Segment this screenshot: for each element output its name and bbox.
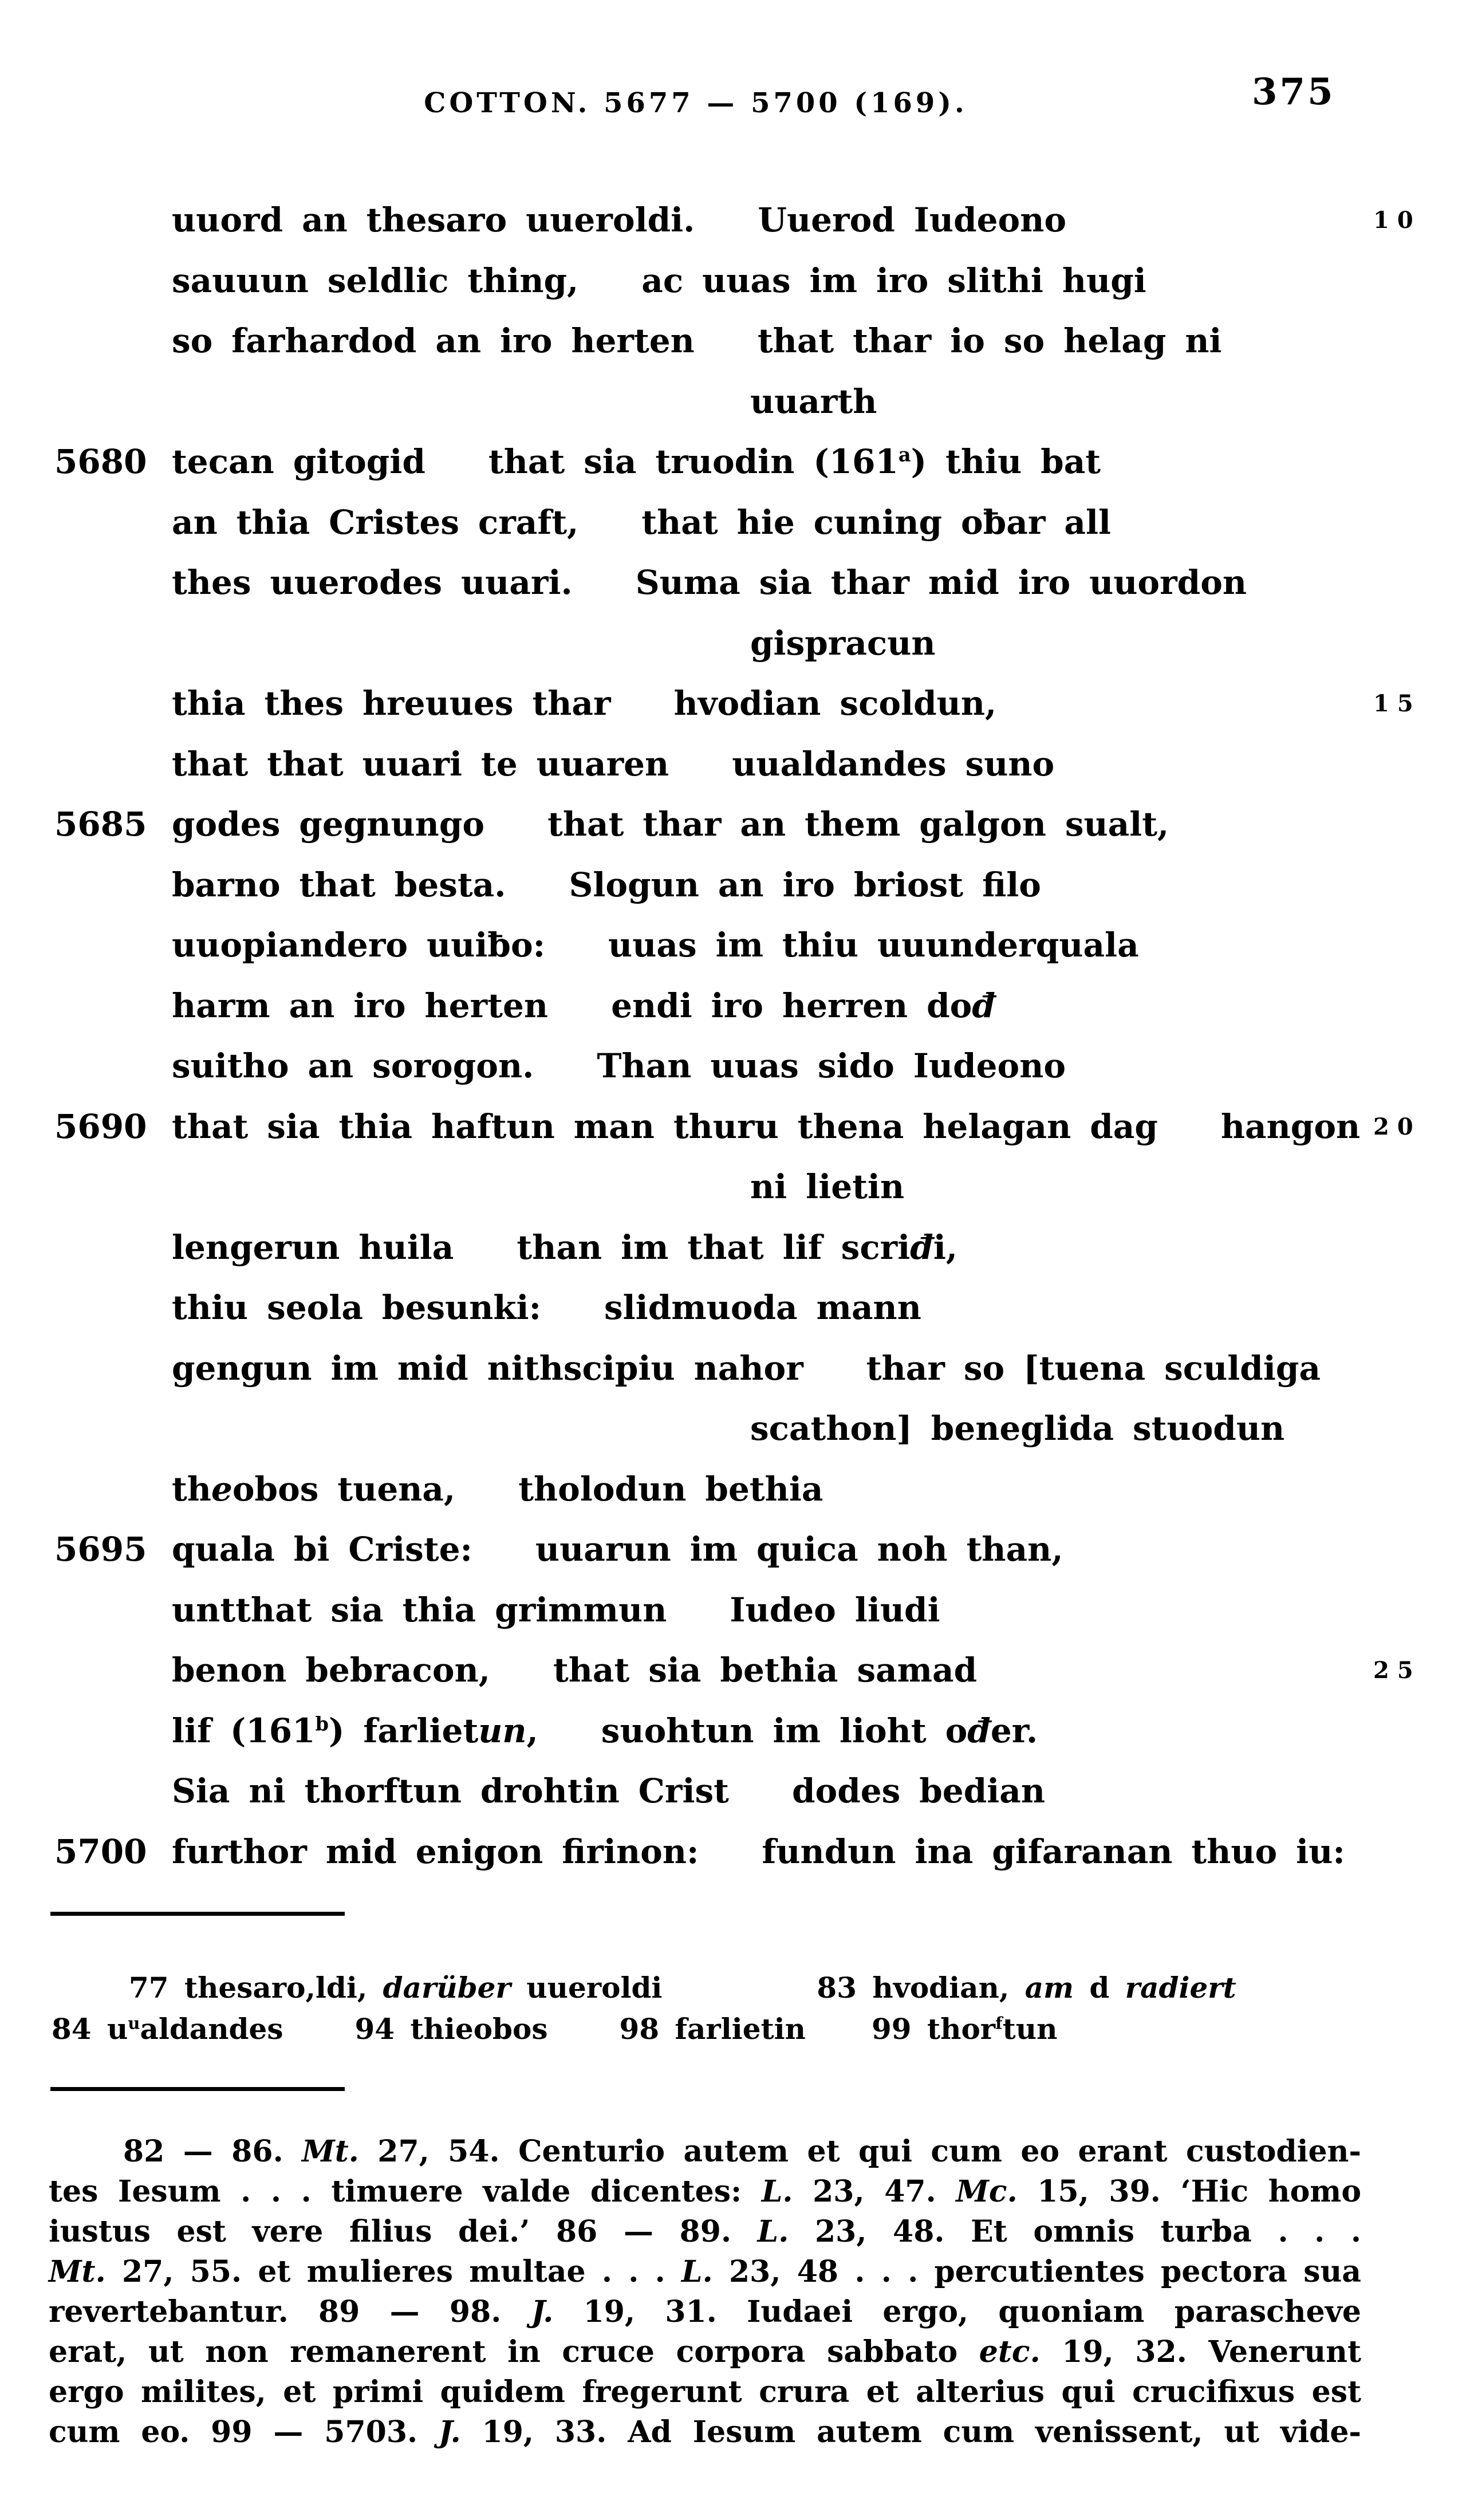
verse-line bbox=[0, 794, 1466, 855]
italic-text: L. bbox=[681, 2254, 713, 2289]
verse-text bbox=[750, 1399, 1284, 1459]
verse-line bbox=[0, 1580, 1466, 1641]
text-run: hvodian scoldun, bbox=[673, 684, 997, 723]
text-run: thar so [tuena sculdiga bbox=[866, 1348, 1321, 1388]
text-run: 98 farlietin bbox=[619, 2012, 806, 2046]
verse-line bbox=[0, 1036, 1466, 1097]
text-run: tes Iesum . . . timuere valde dicentes: bbox=[49, 2174, 762, 2209]
verse-text bbox=[750, 372, 877, 432]
text-run: 77 thesaro,ldi, bbox=[129, 1971, 383, 2005]
italic-text: đ bbox=[972, 986, 995, 1025]
text-run: erat, ut non remanerent in cruce corpora sabbato bbox=[49, 2334, 979, 2369]
text-run: lif (161 bbox=[172, 1711, 316, 1750]
italic-text: đ bbox=[967, 1711, 991, 1750]
verse-line bbox=[0, 734, 1466, 795]
text-run: uuarth bbox=[750, 381, 877, 421]
fitte-margin-number: 15 bbox=[1373, 690, 1421, 717]
text-run: 23, 48 . . . percutientes pectora sua bbox=[712, 2254, 1361, 2289]
text-run: iustus est vere filius dei.’ 86 — 89. bbox=[49, 2214, 758, 2249]
superscript: u bbox=[128, 2013, 140, 2033]
text-run: Suma sia thar mid iro uuordon bbox=[635, 563, 1247, 602]
commentary-line bbox=[49, 2292, 1361, 2332]
verse-line-number: 5690 bbox=[54, 1107, 147, 1146]
verse-line bbox=[0, 1701, 1466, 1762]
verse-text bbox=[172, 1761, 1045, 1822]
verse-block bbox=[0, 190, 1466, 1882]
text-run: that that uuari te uuaren bbox=[172, 744, 669, 783]
verse-line-number: 5680 bbox=[54, 442, 147, 481]
verse-text bbox=[172, 493, 1111, 553]
commentary-line bbox=[49, 2332, 1361, 2372]
text-run: that sia thia haftun man thuru thena helagan dag bbox=[172, 1107, 1158, 1146]
text-run: tun bbox=[1002, 2012, 1058, 2046]
italic-text: Mt. bbox=[49, 2254, 106, 2289]
verse-text bbox=[172, 1097, 1360, 1157]
verse-line bbox=[0, 674, 1466, 734]
text-run: benon bebracon, bbox=[172, 1651, 490, 1690]
text-run: barno that besta. bbox=[172, 865, 506, 904]
caesura-gap bbox=[803, 1379, 866, 1380]
text-run: godes gegnungo bbox=[172, 805, 485, 844]
caesura-gap bbox=[578, 533, 641, 534]
text-run: uuas im thiu uuunderquala bbox=[608, 926, 1139, 964]
text-run: 19, 31. Iudaei ergo, quoniam parascheve bbox=[553, 2294, 1361, 2329]
text-run: that sia truodin (161 bbox=[488, 442, 898, 481]
running-header: COTTON. 5677 — 5700 (169). bbox=[424, 87, 968, 119]
verse-line bbox=[0, 915, 1466, 976]
verse-line bbox=[0, 1278, 1466, 1338]
text-run: gengun im mid nithscipiu nahor bbox=[172, 1348, 803, 1388]
page-number: 375 bbox=[1252, 70, 1335, 113]
verse-text bbox=[172, 1338, 1321, 1399]
verse-line bbox=[0, 976, 1466, 1037]
verse-text bbox=[172, 311, 1222, 372]
text-run: revertebantur. 89 — 98. bbox=[49, 2294, 531, 2329]
caesura-gap bbox=[454, 1258, 517, 1259]
commentary-line bbox=[49, 2132, 1361, 2172]
verse-text bbox=[172, 251, 1146, 312]
text-run: Slogun an iro briost filo bbox=[569, 865, 1041, 904]
text-run: uuopiandero uuiƀo: bbox=[172, 926, 546, 964]
text-run: that thar io so helag ni bbox=[757, 321, 1222, 360]
source-commentary bbox=[49, 2132, 1361, 2452]
caesura-gap bbox=[425, 472, 488, 473]
text-run: ) thiu bat bbox=[911, 442, 1101, 481]
text-run: 19, 33. Ad Iesum autem cum venissent, ut vide- bbox=[460, 2415, 1362, 2450]
text-run: fundun ina gifaranan thuo iu: bbox=[762, 1832, 1345, 1871]
text-run: thiu seola besunki: bbox=[172, 1288, 541, 1327]
divider-rule-top bbox=[50, 1912, 345, 1916]
commentary-line bbox=[49, 2212, 1361, 2252]
text-run: endi iro herren do bbox=[611, 986, 972, 1025]
text-run: tecan gitogid bbox=[172, 442, 425, 481]
apparatus-line bbox=[52, 2009, 1414, 2050]
text-run: 19, 32. Venerunt bbox=[1040, 2334, 1361, 2369]
verse-line bbox=[0, 1338, 1466, 1399]
caesura-gap bbox=[283, 2038, 354, 2039]
verse-text bbox=[172, 1036, 1066, 1097]
italic-text: am bbox=[1024, 1971, 1074, 2005]
verse-line bbox=[0, 1097, 1466, 1157]
italic-text: J. bbox=[439, 2415, 461, 2450]
verse-text bbox=[172, 1278, 921, 1338]
text-run: lengerun huila bbox=[172, 1227, 454, 1267]
verse-text bbox=[750, 1157, 904, 1218]
text-run: furthor mid enigon firinon: bbox=[172, 1832, 699, 1871]
text-run: aldandes bbox=[140, 2012, 283, 2046]
verse-line bbox=[0, 1519, 1466, 1580]
italic-text: darüber bbox=[383, 1971, 511, 2005]
verse-line bbox=[0, 855, 1466, 916]
text-run: quala bi Criste: bbox=[172, 1530, 472, 1569]
italic-text: L. bbox=[757, 2214, 789, 2249]
verse-text bbox=[172, 674, 996, 734]
verse-text bbox=[172, 1218, 957, 1278]
fitte-margin-number: 20 bbox=[1373, 1113, 1421, 1140]
verse-text bbox=[750, 613, 936, 674]
text-run: dodes bedian bbox=[791, 1771, 1046, 1810]
verse-text bbox=[172, 915, 1139, 976]
text-run: gispracun bbox=[750, 623, 936, 663]
caesura-gap bbox=[455, 1500, 518, 1501]
text-run: untthat sia thia grimmun bbox=[172, 1590, 667, 1629]
verse-text bbox=[172, 553, 1247, 613]
divider-rule-bottom bbox=[50, 2087, 345, 2091]
verse-line-number: 5685 bbox=[54, 805, 147, 844]
italic-text: etc. bbox=[979, 2334, 1041, 2369]
commentary-line bbox=[49, 2172, 1361, 2212]
text-run: obos tuena, bbox=[232, 1469, 456, 1509]
text-run: uuarun im quica noh than, bbox=[535, 1530, 1063, 1569]
verse-text bbox=[172, 1519, 1063, 1580]
text-run: ac uuas im iro slithi hugi bbox=[641, 261, 1146, 300]
apparatus-line bbox=[52, 1967, 1414, 2009]
caesura-gap bbox=[472, 1560, 535, 1561]
caesura-gap bbox=[484, 835, 547, 836]
critical-apparatus bbox=[52, 1967, 1414, 2050]
verse-text bbox=[172, 855, 1041, 916]
text-run: er. bbox=[990, 1711, 1038, 1750]
verse-text bbox=[172, 1459, 823, 1520]
text-run: 94 thieobos bbox=[354, 2012, 548, 2046]
text-run: Uuerod Iudeono bbox=[758, 200, 1067, 239]
text-run: tholodun bethia bbox=[518, 1469, 823, 1509]
verse-line-number: 5700 bbox=[54, 1832, 147, 1871]
superscript: a bbox=[898, 443, 911, 466]
text-run: slidmuoda mann bbox=[604, 1288, 921, 1327]
verse-text bbox=[172, 1822, 1345, 1883]
text-run: 23, 48. Et omnis turba . . . bbox=[789, 2214, 1361, 2249]
italic-text: Mt. bbox=[302, 2134, 359, 2169]
text-run: 99 thor bbox=[872, 2012, 996, 2046]
text-run: ni lietin bbox=[750, 1167, 905, 1206]
text-run: uualdandes suno bbox=[732, 744, 1055, 783]
italic-text: un bbox=[478, 1711, 527, 1750]
text-run: 15, 39. ‘Hic homo bbox=[1017, 2174, 1362, 2209]
superscript: f bbox=[995, 2013, 1003, 2033]
text-run: 27, 54. Centurio autem et qui cum eo erant custodien- bbox=[358, 2134, 1361, 2169]
text-run: Than uuas sido Iudeono bbox=[597, 1046, 1066, 1085]
italic-text: Mc. bbox=[956, 2174, 1018, 2209]
commentary-line bbox=[49, 2412, 1361, 2452]
verse-line bbox=[0, 1459, 1466, 1520]
text-run: thes uuerodes uuari. bbox=[172, 563, 573, 602]
text-run: that hie cuning oƀar all bbox=[641, 502, 1112, 542]
text-run: an thia Cristes craft, bbox=[172, 502, 579, 542]
verse-line bbox=[0, 251, 1466, 312]
verse-text bbox=[172, 1701, 1038, 1762]
italic-text: e bbox=[211, 1469, 232, 1509]
text-run: thia thes hreuues thar bbox=[172, 684, 611, 723]
text-run: than im that lif scri bbox=[517, 1227, 911, 1267]
verse-line bbox=[0, 553, 1466, 613]
verse-line bbox=[0, 1761, 1466, 1822]
text-run: uuord an thesaro uueroldi. bbox=[172, 200, 695, 239]
text-run: Sia ni thorftun drohtin Crist bbox=[172, 1771, 729, 1810]
text-run: sauuun seldlic thing, bbox=[172, 261, 579, 300]
text-run: that thar an them galgon sualt, bbox=[547, 805, 1169, 844]
text-run: 83 hvodian, bbox=[817, 1971, 1025, 2005]
caesura-gap bbox=[662, 1997, 817, 1998]
text-run: , bbox=[526, 1711, 538, 1750]
text-run: ergo milites, et primi quidem fregerunt crura et alterius qui crucifixus est bbox=[49, 2375, 1361, 2409]
fitte-margin-number: 10 bbox=[1373, 207, 1421, 234]
text-run: harm an iro herten bbox=[172, 986, 549, 1025]
text-run: Iudeo liudi bbox=[730, 1590, 940, 1629]
verse-line bbox=[0, 372, 1466, 432]
caesura-gap bbox=[1158, 1137, 1221, 1138]
fitte-margin-number: 25 bbox=[1373, 1657, 1421, 1684]
verse-text bbox=[172, 734, 1054, 795]
verse-text bbox=[172, 1640, 977, 1701]
text-run: cum eo. 99 — 5703. bbox=[49, 2415, 439, 2450]
verse-line bbox=[0, 613, 1466, 674]
text-run: that sia bethia samad bbox=[553, 1651, 978, 1690]
caesura-gap bbox=[548, 2038, 620, 2039]
verse-line bbox=[0, 190, 1466, 251]
text-run: scathon] beneglida stuodun bbox=[750, 1409, 1285, 1448]
caesura-gap bbox=[573, 593, 636, 594]
text-run: 27, 55. et mulieres multae . . . bbox=[105, 2254, 682, 2289]
verse-line bbox=[0, 1822, 1466, 1883]
verse-line bbox=[0, 432, 1466, 493]
text-run: 84 u bbox=[52, 2012, 128, 2046]
text-run: hangon bbox=[1220, 1107, 1361, 1146]
verse-text bbox=[172, 190, 1066, 251]
verse-text bbox=[172, 1580, 940, 1641]
verse-line bbox=[0, 1218, 1466, 1278]
caesura-gap bbox=[490, 1681, 553, 1682]
text-run: suohtun im lioht o bbox=[601, 1711, 968, 1750]
verse-line bbox=[0, 311, 1466, 372]
text-run: i, bbox=[933, 1227, 958, 1267]
verse-line bbox=[0, 1399, 1466, 1459]
verse-line bbox=[0, 1157, 1466, 1218]
text-run: ) farliet bbox=[329, 1711, 479, 1750]
text-run: th bbox=[172, 1469, 211, 1509]
text-run: 82 — 86. bbox=[123, 2134, 302, 2169]
caesura-gap bbox=[541, 1318, 604, 1319]
verse-text bbox=[172, 432, 1101, 493]
text-run: so farhardod an iro herten bbox=[172, 321, 695, 360]
commentary-line bbox=[49, 2372, 1361, 2412]
italic-text: J. bbox=[531, 2294, 554, 2329]
text-run: suitho an sorogon. bbox=[172, 1046, 534, 1085]
commentary-line bbox=[49, 2252, 1361, 2292]
verse-line-number: 5695 bbox=[54, 1530, 147, 1569]
italic-text: đ bbox=[910, 1227, 933, 1267]
caesura-gap bbox=[806, 2038, 872, 2039]
italic-text: L. bbox=[761, 2174, 793, 2209]
verse-text bbox=[172, 976, 995, 1037]
caesura-gap bbox=[611, 714, 674, 715]
superscript: b bbox=[315, 1712, 329, 1735]
text-run: d bbox=[1074, 1971, 1125, 2005]
text-run: 23, 47. bbox=[793, 2174, 956, 2209]
verse-text bbox=[172, 794, 1169, 855]
verse-line bbox=[0, 1640, 1466, 1701]
verse-line bbox=[0, 493, 1466, 553]
text-run: uueroldi bbox=[510, 1971, 663, 2005]
italic-text: radiert bbox=[1125, 1971, 1236, 2005]
